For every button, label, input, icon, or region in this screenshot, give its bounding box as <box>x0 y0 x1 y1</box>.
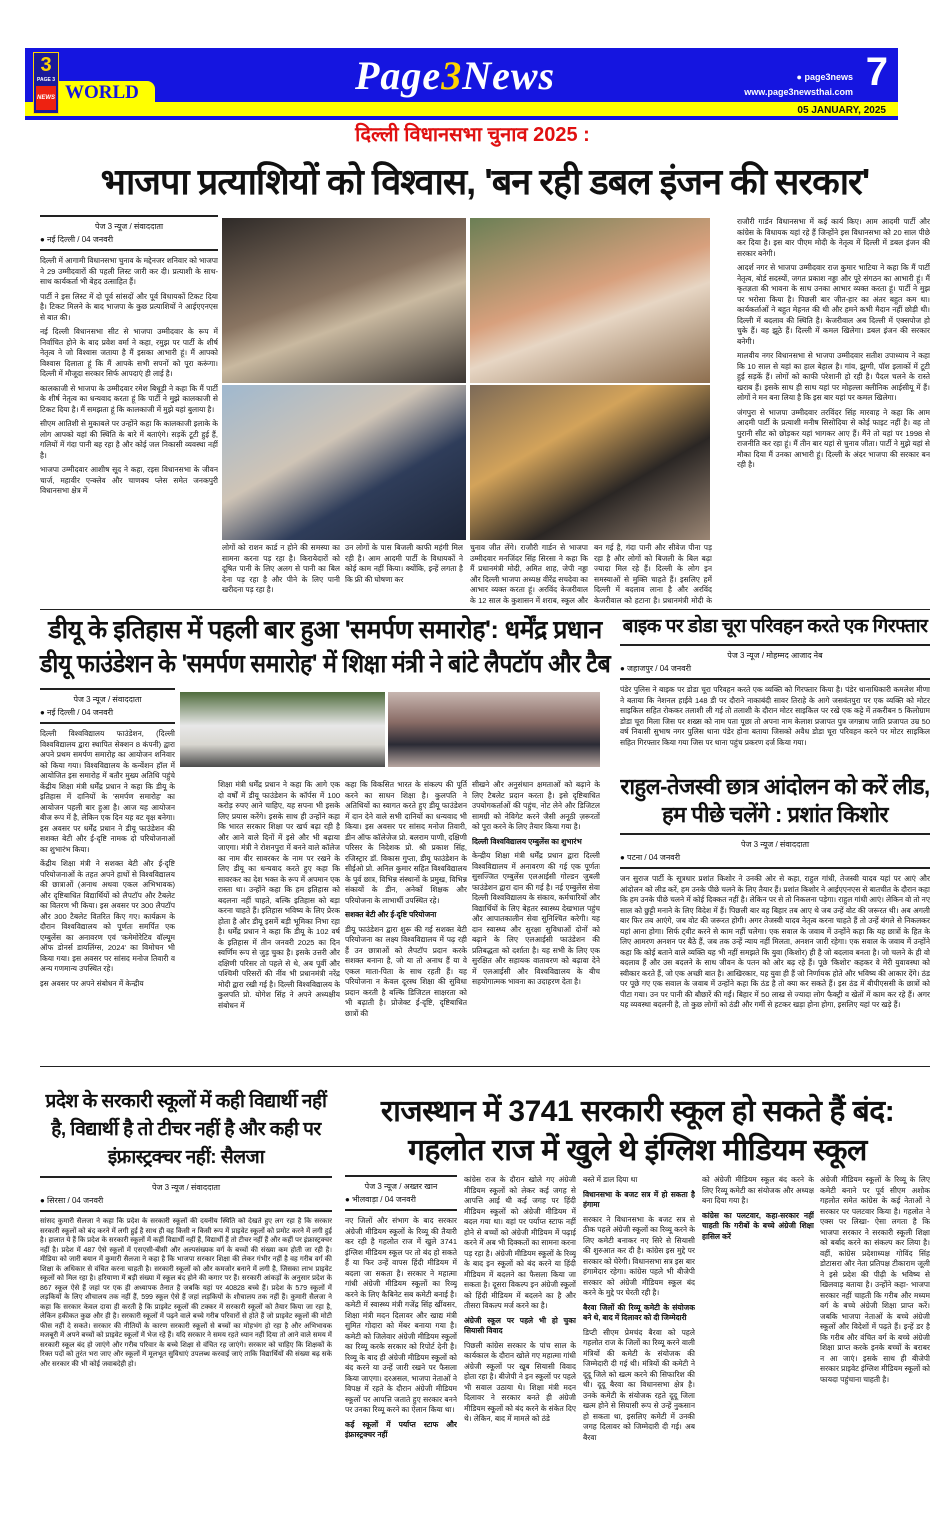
du-col-3 <box>345 780 467 1060</box>
byline-text: पेज 3 न्यूज / मोहम्मद आजाद नेब <box>727 651 823 660</box>
dateline: ● जहाजपुर / 04 जनवरी <box>620 664 692 673</box>
photo-candidate-3 <box>222 385 466 540</box>
lead-left-column <box>40 215 218 603</box>
du-headline-1: डीयू के इतिहास में पहली बार हुआ 'समर्पण समारोह': धर्मेंद्र प्रधान <box>48 616 602 644</box>
paragraph: जंगपुरा से भाजपा उम्मीदवार तरविंदर सिंह मारवाह ने कहा कि आम आदमी पार्टी के प्रत्याशी मनीष सिसोदिया से कोई फाइट नहीं है। वह तो पुरानी सीट को छोड़कर यहां भागकर आए हैं। मैंने तो यहां पर 1998 से राजनीति कर रहा हूं। मैं तीन बार यहां से चुनाव जीता। पार्टी ने मुझे यहां से मौका दिया मैं उनका आभारी हूं। दिल्ली के अंदर भाजपा की सरकार बन रही है। <box>737 407 930 469</box>
du-byline <box>40 688 175 724</box>
subheading: विधानसभा के बजट सत्र में हो सकता है हंगामा <box>583 1189 695 1209</box>
paragraph: दिल्ली विश्वविद्यालय फाउंडेशन, (दिल्ली विश्वविद्यालय द्वारा स्थापित सेक्शन 8 कंपनी) द्वारा अपने प्रथम समर्पण समारोह का आयोजन शनिवार को किया गया। विश्वविद्यालय के कन्वेंशन हॉल में आयोजित इस समारोह में बतौर मुख्य अतिथि पहुंचे केंद्रीय शिक्षा मंत्री धर्मेंद्र प्रधान ने कहा कि डीयू के इतिहास में दानियों के 'समर्पण समारोह' का आयोजन पहली बार हुआ है। आज यह आयोजन बीज रूप में है, लेकिन एक दिन यह वट वृक्ष बनेगा। इस अवसर पर धर्मेंद्र प्रधान ने डीयू फाउंडेशन की सशक्त बेटी और ई-दृष्टि नामक दो परियोजनाओं का शुभारंभ किया। <box>40 729 175 854</box>
lead-col-3: उन लोगों के पास बिजली काफी महंगी मिल रही है। आम आदमी पार्टी के विधायकों ने कोई काम नहीं किया। क्योंकि, इन्हें लगता है कि फ्री की घोषणा कर <box>345 543 463 584</box>
divider <box>40 1066 930 1067</box>
page-number: 7 <box>865 50 888 94</box>
du-headline-2-box <box>40 648 610 681</box>
dateline: ● नई दिल्ली / 04 जनवरी <box>40 235 114 244</box>
du-headline-2: डीयू फाउंडेशन के 'समर्पण समारोह' में शिक्षा मंत्री ने बांटे लैपटॉप और टैब <box>40 650 611 678</box>
dateline: ● पटना / 04 जनवरी <box>620 853 681 862</box>
logo-number: 3 <box>40 54 52 76</box>
paragraph: को अंग्रेजी मीडियम स्कूल बंद करने के लिए रिव्यू कमेटी का संयोजक और अध्यक्ष बना दिया गया है। <box>702 1175 814 1205</box>
subheading: अंग्रेजी स्कूल पर पहले भी हो चुका सियासी विवाद <box>464 1315 576 1335</box>
lead-byline <box>40 215 218 251</box>
lead-kicker-box <box>0 122 945 148</box>
selja-byline <box>40 1176 332 1212</box>
photo-ceremony <box>388 692 600 767</box>
masthead <box>25 48 898 120</box>
right-stories-column <box>620 614 930 1060</box>
paragraph: कहा कि विकसित भारत के संकल्प की पूर्ति करने का साधन शिक्षा है। कुलपति ने अतिथियों का स्वागत करते हुए डीयू फाउंडेशन में दान देने वाले सभी दानियों का धन्यवाद भी किया। इस अवसर पर सांसद मनोज तिवारी, डीन ऑफ कॉलेजेज प्रो. बलराम पाणी, दक्षिणी परिसर के निदेशक प्रो. श्री प्रकाश सिंह, रजिस्ट्रार डॉ. विकास गुप्ता, डीयू फाउंडेशन के सीईओ प्रो. अनिल कुमार सहित विश्वविद्यालय के पूर्व छात्र, विभिन्न संस्थानों के प्रमुख, विभिन्न संकायों के डीन, अनेकों शिक्षक और परियोजना के लाभार्थी उपस्थित रहे। <box>345 780 467 905</box>
paragraph: नए जिलों और संभाग के बाद सरकार अंग्रेजी मीडियम स्कूलों के रिव्यू की तैयारी कर रही है गहलोत राज में खुले 3741 इंग्लिश मीडियम स्कूल पर तो बंद हो सकते हैं या फिर उन्हें वापस हिंदी मीडियम में बदला जा सकता है। सरकार ने महात्मा गांधी अंग्रेजी मीडियम स्कूलों का रिव्यू करने के लिए कैबिनेट सब कमेटी बनाई है। कमेटी में स्वास्थ्य मंत्री गजेंद्र सिंह खींवसर, शिक्षा मंत्री मदन दिलावर और खाद्य मंत्री सुमित गोदारा को मेंबर बनाया गया है। कमेटी को जिलेवार अंग्रेजी मीडियम स्कूलों का रिव्यू करके सरकार को रिपोर्ट देनी है। रिव्यू के बाद ही अंग्रेजी मीडियम स्कूलों को बंद करने या उन्हें जारी रखने पर फैसला किया जाएगा। दरअसल, भाजपा नेताओं ने विपक्ष में रहते के दौरान अंग्रेजी मीडियम स्कूलों पर आपत्ति जताते हुए सरकार बनने पर उनका रिव्यू करने का ऐलान किया था। <box>345 1216 457 1414</box>
photo-candidate-1 <box>222 218 466 383</box>
byline-text: पेज 3 न्यूज / संवाददाता <box>94 222 164 231</box>
photo-candidate-2 <box>470 218 710 383</box>
pk-headline: राहुल-तेजस्वी छात्र आंदोलन को करें लीड, हम पीछे चलेंगे : प्रशांत किशोर <box>620 774 930 827</box>
selja-column <box>40 1088 332 1503</box>
paragraph: केन्द्रीय शिक्षा मंत्री धर्मेंद्र प्रधान द्वारा दिल्ली विश्वविद्यालय में अनावरण की गई एक पूर्णतः सुसज्जित एम्बुलेंस एलआईसी गोल्डन जुबली फाउंडेशन द्वारा दान की गई है। नई एम्बुलेंस सेवा दिल्ली विश्वविद्यालय के संकाय, कर्मचारियों और विद्यार्थियों के लिए बेहतर स्वास्थ्य देखभाल पहुंच और आपातकालीन सेवा सुनिश्चित करेगी। यह दान स्वास्थ्य और सुरक्षा सुविधाओं दोनों को बढ़ाने के लिए एलआईसी फाउंडेशन की प्रतिबद्धता को दर्शाता है। यह सभी के लिए एक सुरक्षित और सहायक वातावरण को बढ़ावा देने में एलआईसी और विश्वविद्यालय के बीच सहयोगात्मक भावना का उदाहरण देता है। <box>472 851 600 986</box>
bike-byline <box>620 644 930 680</box>
paragraph: सीखने और अनुसंधान क्षमताओं को बढ़ाने के लिए टैबलेट प्रदान करता है। इसे दृष्टिबाधित उपयोगकर्ताओं की पहुंच, नोट लेने और डिजिटल सामग्री को नेविगेट करने जैसी अनूठी ज़रूरतों को पूरा करने के लिए तैयार किया गया है। <box>472 780 600 831</box>
lead-col-2: लोगों को राशन कार्ड न होने की समस्या का सामना करना पड़ रहा है। किरायेदारों को दूषित पानी के लिए अलग से पानी का बिल देना पड़ रहा है और पीने के लिए पानी खरीदना पड़ रहा है। <box>222 543 340 594</box>
paragraph: नई दिल्ली विधानसभा सीट से भाजपा उम्मीदवार के रूप में निर्वाचित होने के बाद प्रवेश वर्मा ने कहा, रमुझ पर पार्टी के शीर्ष नेतृत्व ने जो विश्वास जताया है मैं इसका आभारी हूं। मैं आपको विश्वास दिलाता हूं कि मैं आपके सभी सपनों को पूरा करूंगा। दिल्ली में मौजूदा सरकार सिर्फ आपदाएं ही लाई है। <box>40 327 218 378</box>
paragraph: सीएम आतिशी से मुकाबले पर उन्होंने कहा कि कालकाजी इलाके के लोग आपको यहां की स्थिति के बारे में बताएंगे। सड़कें टूटी हुई हैं, गलियों में गंदा पानी बह रहा है और कोई जल निकासी व्यवस्था नहीं है। <box>40 419 218 460</box>
lead-kicker: दिल्ली विधानसभा चुनाव 2025 : <box>355 124 590 146</box>
lead-col-5: बन गई है, गंदा पानी और सीवेज पीना पड़ रहा है और लोगों को बिजली के बिल बढ़ा ज्यादा मिल रहे हैं। दिल्ली के लोग इन समस्याओं से मुक्ति चाहते हैं। इसलिए हमें दिल्ली में बदलाव लाना है और अरविंद केजरीवाल को हटाना है। प्रधानमंत्री मोदी के <box>594 543 712 605</box>
section-label: WORLD <box>65 82 139 103</box>
paragraph: पार्टी ने इस लिस्ट में दो पूर्व सांसदों और पूर्व विधायकों टिकट दिया है। टिकट मिलने के बाद भाजपा के कुछ प्रत्याशियों ने आईएएनएस से बात की। <box>40 291 218 322</box>
paragraph: दिल्ली में आगामी विधानसभा चुनाव के मद्देनजर शनिवार को भाजपा ने 29 उम्मीदवारों की पहली लिस्ट जारी कर दी। प्रत्याशी के साथ-साथ कार्यकर्ता भी बेहद उत्साहित हैं। <box>40 256 218 286</box>
dateline: ● भीलवाड़ा / 04 जनवरी <box>345 1195 417 1204</box>
social-links <box>744 70 853 100</box>
paragraph: बस्ते में डाल दिया था <box>583 1175 638 1184</box>
dateline: ● सिरसा / 04 जनवरी <box>40 1196 104 1205</box>
du-left-body <box>40 729 175 1060</box>
selja-body: सांसद कुमारी सैलजा ने कहा कि प्रदेश के सरकारी स्कूलों की दयनीय स्थिति को देखते हुए लग रहा है कि सरकार सरकारी स्कूलों को बंद करने में लगी हुई है साथ ही वह किसी न किसी रूप में प्राइवेट स्कूलों को प्रमोट करने में लगी हुई है। हालात ये हैं कि प्रदेश के सरकारी स्कूलों में कहीं विद्यार्थी नहीं हैं, विद्यार्थी हैं तो टीचर नहीं हैं और कहीं पर इंफ्रास्ट्रक्चर नहीं है। प्रदेश में 487 ऐसे स्कूलों में एसएसी-बीसी और अल्पसंख्यक वर्ग के बच्चों की संख्या कम होती जा रही है। मीडिया को जारी बयान में कुमारी सैलजा ने कहा है कि भाजपा सरकार शिक्षा की लेकर गंभीर नहीं है वह गरीब वर्ग की शिक्षा के अधिकार से वंचित करना चाहती है। सरकारी स्कूलों को और कमजोर बनाने में लगी है, जिसका लाभ प्राइवेट स्कूलों को मिल रहा है। हरियाणा में बड़ी संख्या में स्कूल बंद होने की कगार पर हैं। सरकारी आंकड़ों के अनुसार प्रदेश के 867 स्कूल ऐसे हैं जहां पर एक ही अध्यापक तैनात है जबकि यहां पर 40828 बच्चे हैं। प्रदेश के 579 स्कूलों में लड़कियों के लिए शौचालय तक नहीं हैं, 599 स्कूल ऐसे हैं जहां लड़कियों के शौचालय तक नहीं हैं। कुमारी सैलजा ने कहा कि सरकार केवल दावा ही करती है कि प्राइवेट स्कूलों की टक्कर में सरकारी स्कूलों को तैयार किया जा रहा है, लेकिन हकीकत कुछ और ही है। सरकारी स्कूलों में पढ़ने वाले बच्चे गरीब परिवारों से होते हैं जो प्राइवेट स्कूलों की मोटी फीस नहीं दे सकते। सरकार की नीतियों के कारण सरकारी स्कूलों से बच्चों का मोहभंग हो रहा है और अभिभावक मजबूरी में अपने बच्चों को प्राइवेट स्कूलों में भेज रहे हैं। यदि सरकार ने समय रहते ध्यान नहीं दिया तो आने वाले समय में सरकारी स्कूल बंद हो जाएंगे और गरीब परिवार के बच्चे शिक्षा से वंचित रह जाएंगे। सरकार को चाहिए कि शिक्षकों के रिक्त पदों को तुरंत भरा जाए और स्कूलों में मूलभूत सुविधाएं उपलब्ध करवाई जाएं ताकि विद्यार्थियों की संख्या बढ़ सके और सरकार की भी कोई जवाबदेही हो। <box>40 1218 332 1368</box>
logo-subtext: PAGE 3 <box>37 77 55 83</box>
bike-body: पंडेर पुलिस ने बाइक पर डोडा चूरा परिवहन करते एक व्यक्ति को गिरफ्तार किया है। पंडेर थानाधिकारी कमलेश मीणा ने बताया कि नेशनल हाईवे 148 डी पर दौराने नाकाबंदी सावर तिराहे के आगे जसवंतपुरा पर एक व्यक्ति को मोटर साइकिल सहित रोककर तलाशी ली गई तो तलाशी के दौरान मोटर साइकिल पर रखे एक कट्टे में तकरीबन 5 किलोग्राम डोडा चूरा मिला जिस पर शख्स को नाम पता पूछा तो अपना नाम केलाश प्रजापत पुत्र जगन्नाथ जाति प्रजापत उम्र 50 वर्ष निवासी सुभाष नगर पुलिस थाना पंडेर होना बताया जिसको अवैध डोडा चूरा परिवहन करने पर मोटर साइकिल सहित गिरफ्तार किया गया जिस पर थाना पहुंच प्रकरण दर्ज किया गया। <box>620 685 930 747</box>
paragraph: पिछली कांग्रेस सरकार के पांच साल के कार्यकाल के दौरान खोले गए महात्मा गांधी अंग्रेजी स्कूलों पर खूब सियासी विवाद होता रहा है। बीजेपी ने इन स्कूलों पर पहले भी सवाल उठाया थे। शिक्षा मंत्री मदन दिलावर ने सरकार बनते ही अंग्रेजी मीडियम स्कूलों को बंद करने के संकेत दिए थे। लेकिन, बाद में मामले को ठंडे <box>464 1340 576 1423</box>
pk-byline <box>620 833 930 869</box>
masthead-yellow-band <box>25 102 898 116</box>
subheading: बैरवा जिलों की रिव्यू कमेटी के संयोजक बने थे, बाद में दिलावर को दी जिम्मेदारी <box>583 1302 695 1322</box>
subheading: सशक्त बेटी और ई-दृष्टि परियोजना <box>345 910 437 919</box>
du-headline-1-box <box>40 614 610 647</box>
subheading: कांग्रेस का पलटवार, कहा-सरकार नहीं चाहती कि गरीबों के बच्चे अंग्रेजी शिक्षा हासिल करें <box>702 1210 814 1241</box>
raj-headline-2-box <box>345 1132 930 1170</box>
pk-body: जन सुराज पार्टी के सूत्रधार प्रशांत किशोर ने उनकी ओर से कहा, राहुल गांधी, तेजस्वी यादव यहां पर आएं और आंदोलन को लीड करें, हम उनके पीछे चलने के लिए तैयार हैं। प्रशांत किशोर ने आईएएनएस से बातचीत के दौरान कहा कि हम उनके पीछे चलने में कोई दिक्कत नहीं है। लेकिन पर से तो निकलना पड़ेगा। राहुल गांधी आएं। लेकिन वो तो नए साल को छुट्टी मनाने के लिए विदेश में हैं। पिछली बार वह बिहार तब आए थे जब उन्हें वोट की जरूरत थी। अब अगली बार फिर तब आएंगे, जब वोट की जरूरत होगी। अगर तेजस्वी यादव नेतृत्व करना चाहते हैं तो उन्हें बंगले से निकलकर यहां आना होगा। सिर्फ ट्वीट करने से काम नहीं चलेगा। एक सवाल के जवाब में उन्होंने कहा कि यह छात्रों के हित के लिए आमरण अनशन पर बैठे हैं, जब तक उन्हें न्याय नहीं मिलता, अनशन जारी रहेगा। एक सवाल के जवाब में उन्होंने कहा कि कोई बताने वाले व्यक्ति यह भी नहीं समझते कि युवा (किशोर) ही है जो बदलाव बनता है। जो चलने के ही वो बदलाव हैं और उस बदलने के साथ जीवन के पतन को ओर बढ़ रहे हैं। पूछे 'किशोर' कहकर वे मेरी युवावस्था को स्वीकार करते हैं, जो एक अच्छी बात है। आखिरकार, यह युवा ही हैं जो निर्णायक होते और भविष्य की आकार देंगे। ठंड पर पूछे गए एक सवाल के जवाब में उन्होंने कहा कि ठंड है तो क्या कर सकते हैं। इस ठंड में बीपीएससी के छात्रों को पीटा गया। उन पर पानी की बौछारें की गईं। बिहार में 50 लाख से ज्यादा लोग फैक्ट्री व खेतों में काम कर रहे हैं। अगर यह व्यवस्था बदलनी है, तो कुछ लोगों को ठंडी और गर्मी से हटकर खड़ा होना होगा, इसलिए यहां पर खड़े हैं। <box>620 874 930 1009</box>
brand-part: 3 <box>441 53 463 98</box>
subheading: कई स्कूलों में पर्याप्त स्टाफ और इंफ्रास्ट्रक्चर नहीं <box>345 1419 457 1439</box>
subheading: दिल्ली विश्वविद्यालय एम्बुलेंस का शुभारंभ <box>472 836 582 846</box>
lead-headline-box <box>40 160 930 204</box>
byline-text: पेज 3 न्यूज / संवाददाता <box>73 695 142 704</box>
raj-col-3 <box>583 1175 695 1503</box>
raj-col-1 <box>345 1216 457 1503</box>
raj-headline-1-box <box>345 1093 930 1131</box>
raj-col-2 <box>464 1175 576 1503</box>
paragraph: कांग्रेस राज के दौरान खोले गए अंग्रेजी मीडियम स्कूलों को लेकर कई जगह से आपत्ति आई थी कई जगह पर हिंदी मीडियम स्कूलों को अंग्रेजी मीडियम में बदल गया था। वहां पर पर्याप्त स्टाफ नहीं होने से बच्चों को अंग्रेजी मीडियम में पढ़ाई करने में अब भी दिक्कतों का सामना करना पड़ रहा है। अंग्रेजी मीडियम स्कूलों के रिव्यू के बाद इन स्कूलों को बंद करने या हिंदी मीडियम में बदलने का फैसला किया जा सकता है। दूसरा विकल्प इन अंग्रेजी स्कूलों को हिंदी मीडियम में बदलने का है और तीसरा विकल्प मर्ज करने का है। <box>464 1175 576 1310</box>
photo-candidate-4 <box>470 385 710 540</box>
byline-text: पेज 3 न्यूज / संवाददाता <box>151 1183 221 1192</box>
raj-col-1-wrap <box>345 1175 457 1503</box>
social-handle[interactable]: ● page3news <box>796 72 853 82</box>
paragraph: केंद्रीय शिक्षा मंत्री ने सशक्त बेटी और ई-दृष्टि परियोजनाओं के तहत अपने हाथों से विश्वविद्यालय की छात्राओं (अनाथ अथवा एकल अभिभावक) और दृष्टिबाधित विद्यार्थियों को लैपटॉप और टैबलेट का वितरण भी किया। इस अवसर पर 300 लैपटॉप और 300 टैबलेट वितरित किए गए। कार्यक्रम के दौरान विश्वविद्यालय को पूर्णतः समर्पित एक एम्बुलेंस का अनावरण एवं 'कमेमोरेटिव वॉल्यूम ऑफ डोनर्स डायलिंग्स, 2024' का विमोचन भी किया गया। इस अवसर पर सांसद मनोज तिवारी व अन्य गणमान्य उपस्थित रहे। <box>40 859 175 973</box>
lead-headline: भाजपा प्रत्याशियों को विश्वास, 'बन रही डबल इंजन की सरकार' <box>100 161 870 202</box>
paragraph: भाजपा उम्मीदवार आशीष सूद ने कहा, रइस विधानसभा के जीवन चार्ज, महावीर एन्क्लेव और चाणक्य प्लेस समेत जनकपुरी विधानसभा क्षेत्र में <box>40 465 218 495</box>
paragraph: राजौरी गार्डन विधानसभा में कई कार्य किए। आम आदमी पार्टी और कांग्रेस के विधायक यहां रहे हैं जिन्होंने इस विधानसभा को 20 साल पीछे कर दिया है। इस बार पीएम मोदी के नेतृत्व में दिल्ली में डबल इंजन की सरकार बनेगी। <box>737 217 930 258</box>
paragraph: इस अवसर पर अपने संबोधन में केन्द्रीय <box>40 978 144 988</box>
byline-text: पेज 3 न्यूज / अख्तर खान <box>364 1182 438 1191</box>
raj-headline-1: राजस्थान में 3741 सरकारी स्कूल हो सकते हैं बंद: <box>380 1095 895 1128</box>
paragraph: डीयू फाउंडेशन द्वारा शुरू की गई सशक्त बेटी परियोजना का लक्ष्य विश्वविद्यालय में पढ़ रही हैं उन छात्राओं को लैपटॉप प्रदान करके सशक्त बनाना है, जो या तो अनाथ हैं या वे एकल माता-पिता के साथ रहती हैं। यह परियोजना न केवल दूरस्थ शिक्षा की सुविधा प्रदान करती है बल्कि डिजिटल साक्षरता को भी बढ़ाती है। प्रोजेक्ट ई-दृष्टि, दृष्टिबाधित छात्रों की <box>345 924 467 1018</box>
selja-headline: प्रदेश के सरकारी स्कूलों में कही विद्यार्थी नहीं है, विद्यार्थी है तो टीचर नहीं है और कही पर इंफ्रास्ट्रक्चर नहीं: सैलजा <box>45 1091 327 1168</box>
lead-col-4: चुनाव जीत लेंगे। राजौरी गार्डन से भाजपा उम्मीदवार मनजिंदर सिंह सिरसा ने कहा कि मैं प्रधानमंत्री मोदी, अमित शाह, जेपी नड्डा और दिल्ली भाजपा अध्यक्ष वीरेंद्र सचदेवा का आभार व्यक्त करता हूं। अरविंद केजरीवाल के 12 साल के कुशासन में शराब, स्कूल और <box>470 543 588 605</box>
bike-headline-box <box>620 614 930 640</box>
lead-right-column <box>737 217 930 605</box>
brand-part: News <box>462 53 556 98</box>
raj-col-4 <box>702 1175 814 1503</box>
issue-date: 05 JANUARY, 2025 <box>797 105 886 116</box>
paragraph: सरकार ने विधानसभा के बजट सत्र से ठीक पहले अंग्रेजी स्कूलों का रिव्यू करने के लिए कमेटी बनाकर नए सिरे से सियासी की शुरुआत कर दी है। कांग्रेस इस मुद्दे पर सरकार को घेरेगी। विधानसभा सत्र इस बार हंगामेदार रहेगा। कांग्रेस पहले भी बीजेपी सरकार को अंग्रेजी मीडियम स्कूल बंद करने के मुद्दे पर घेरती रही है। <box>583 1214 695 1297</box>
website-link[interactable]: www.page3newsthai.com <box>744 87 853 97</box>
paragraph: डिप्टी सीएम प्रेमचंद बैरवा को पहले गहलोत राज के जिलों का रिव्यू करने वाली मंत्रियों की कमेटी के संयोजक की जिम्मेदारी दी गई थी। मंत्रियों की कमेटी ने दूदू जिले को खत्म करने की सिफारिश की थी। दूदू बैरवा का विधानसभा क्षेत्र है। उनके कमेटी के संयोजक रहते दूदू जिला खत्म होने से सियासी रूप से उन्हें नुकसान हो सकता था, इसलिए कमेटी में उनकी जगह दिलावर को जिम्मेदारी दी गई। अब बैरवा <box>583 1327 695 1442</box>
du-col-4 <box>472 780 600 1060</box>
raj-col-5: अंग्रेजी मीडियम स्कूलों के रिव्यू के लिए कमेटी बनाने पर पूर्व सीएम अशोक गहलोत समेत कांग्रेस के कई नेताओं ने सरकार पर पलटवार किया है। गहलोत ने एक्स पर लिखा- ऐसा लगता है कि भाजपा सरकार ने सरकारी स्कूली शिक्षा को बर्बाद करने का संकल्प कर लिया है। वहीं, कांग्रेस प्रदेशाध्यक्ष गोविंद सिंह डोटासरा और नेता प्रतिपक्ष टीकाराम जूली ने इसे प्रदेश की पीढ़ी के भविष्य से खिलवाड़ बताया है। उन्होंने कहा- भाजपा सरकार नहीं चाहती कि गरीब और मध्यम वर्ग के बच्चे अंग्रेजी शिक्षा प्राप्त करें। जबकि भाजपा नेताओं के बच्चे अंग्रेजी स्कूलों और विदेशों में पढ़ते हैं। इन्हें डर है कि गरीब और वंचित वर्ग के बच्चे अंग्रेजी शिक्षा प्राप्त करके इनके बच्चों के बराबर न आ जाएं। इसके साथ ही बीजेपी सरकार प्राइवेट इंग्लिश मीडियम स्कूलों को फायदा पहुंचाना चाहती है। <box>820 1175 930 1384</box>
byline-text: पेज 3 न्यूज / संवाददाता <box>740 840 810 849</box>
brand-part: Page <box>355 53 442 98</box>
brand-logo <box>355 52 555 99</box>
paragraph: मालवीय नगर विधानसभा से भाजपा उम्मीदवार सतीश उपाध्याय ने कहा कि 10 साल से यहां का हाल बेहाल है। गांव, झुग्गी, पॉश इलाकों में टूटी हुई सड़कें हैं। लोगों को काफी परेशानी हो रही है। पैदल चलने के रास्ते खराब हैं। इसके साथ ही साथ यहां पर मोहल्ला क्लीनिक आईसीयू में हैं। लोगों ने मन बना लिया है कि इस बार यहां पर कमल खिलेगा। <box>737 351 930 402</box>
raj-headline-2: गहलोत राज में खुले थे इंग्लिश मीडियम स्कूल <box>408 1134 867 1167</box>
du-left-column <box>40 688 175 1060</box>
du-col-2: शिक्षा मंत्री धर्मेंद्र प्रधान ने कहा कि आगे एक दो वर्षों में डीयू फाउंडेशन के कॉर्पस में 100 करोड़ रुपए आने चाहिए, यह सपना भी इसके लिए प्रयास करेंगे। इसके साथ ही उन्होंने कहा कि भारत सरकार शिक्षा पर खर्च बढ़ा रही है और आने वाले दिनों में इसे और भी बढ़ाया जाएगा। मंत्री ने रोशनपुरा में बनने वाले कॉलेज का नाम वीर सावरकर के नाम पर रखने के लिए डीयू का धन्यवाद करते हुए कहा कि सावरकर का देश भक्त के रूप में अपमान एक रास्ता था। उन्होंने कहा कि हम इतिहास को बदलना नहीं चाहते, बल्कि इतिहास को बड़ा करना चाहते हैं। इतिहास भविष्य के लिए प्रेरक होता है और डीयू इसमें बड़ी भूमिका निभा रहा है। धर्मेंद्र प्रधान ने कहा कि डीयू के 102 वर्ष के इतिहास में तीन जनवरी 2025 का दिन स्वर्णिम रूप से जुड़ चुका है। इसके उत्तरी और दक्षिणी परिसर तो पहले से थे, अब पूर्वी और पश्चिमी परिसरों की नींव भी प्रधानमंत्री नरेंद्र मोदी द्वारा रखी गई है। दिल्ली विश्वविद्यालय के कुलपति प्रो. योगेश सिंह ने अपने अध्यक्षीय संबोधन में <box>218 780 340 1010</box>
lead-left-body <box>40 256 218 603</box>
page3-logo <box>33 52 59 114</box>
dateline: ● नई दिल्ली / 04 जनवरी <box>40 708 114 717</box>
raj-byline <box>345 1175 457 1211</box>
paragraph: कालकाजी से भाजपा के उम्मीदवार रमेश बिधूड़ी ने कहा कि मैं पार्टी के शीर्ष नेतृत्व का धन्यवाद करता हूं कि पार्टी ने मुझे कालकाजी से टिकट दिया है। मैं समझता हूं कि कालकाजी में मुझे यहां बुलाया है। <box>40 383 218 414</box>
photo-ambulance <box>180 692 385 767</box>
divider <box>40 609 930 610</box>
bike-headline: बाइक पर डोडा चूरा परिवहन करते एक गिरफ्तार <box>622 616 928 637</box>
paragraph: आदर्श नगर से भाजपा उम्मीदवार राज कुमार भाटिया ने कहा कि मैं पार्टी नेतृत्व, बोर्ड सदस्यों, जगत प्रकाश नड्डा और पूरे संगठन का आभारी हूं। मैं कृतज्ञता की भावना के साथ उनका आभार व्यक्त करता हूं। पार्टी ने मुझ पर भरोसा किया है। पिछली बार जीत-हार का अंतर बहुत कम था। कार्यकर्ताओं ने बहुत मेहनत की थी और हमने कभी मैदान नहीं छोड़ी थी। दिल्ली में बदलाव की स्थिति है। केजरीवाल अब दिल्ली में एक्सपोज हो चुके हैं। वह झूठे हैं। दिल्ली में कमल खिलेगा। डबल इंजन की सरकार बनेगी। <box>737 263 930 346</box>
logo-tag: NEWS <box>36 86 56 110</box>
